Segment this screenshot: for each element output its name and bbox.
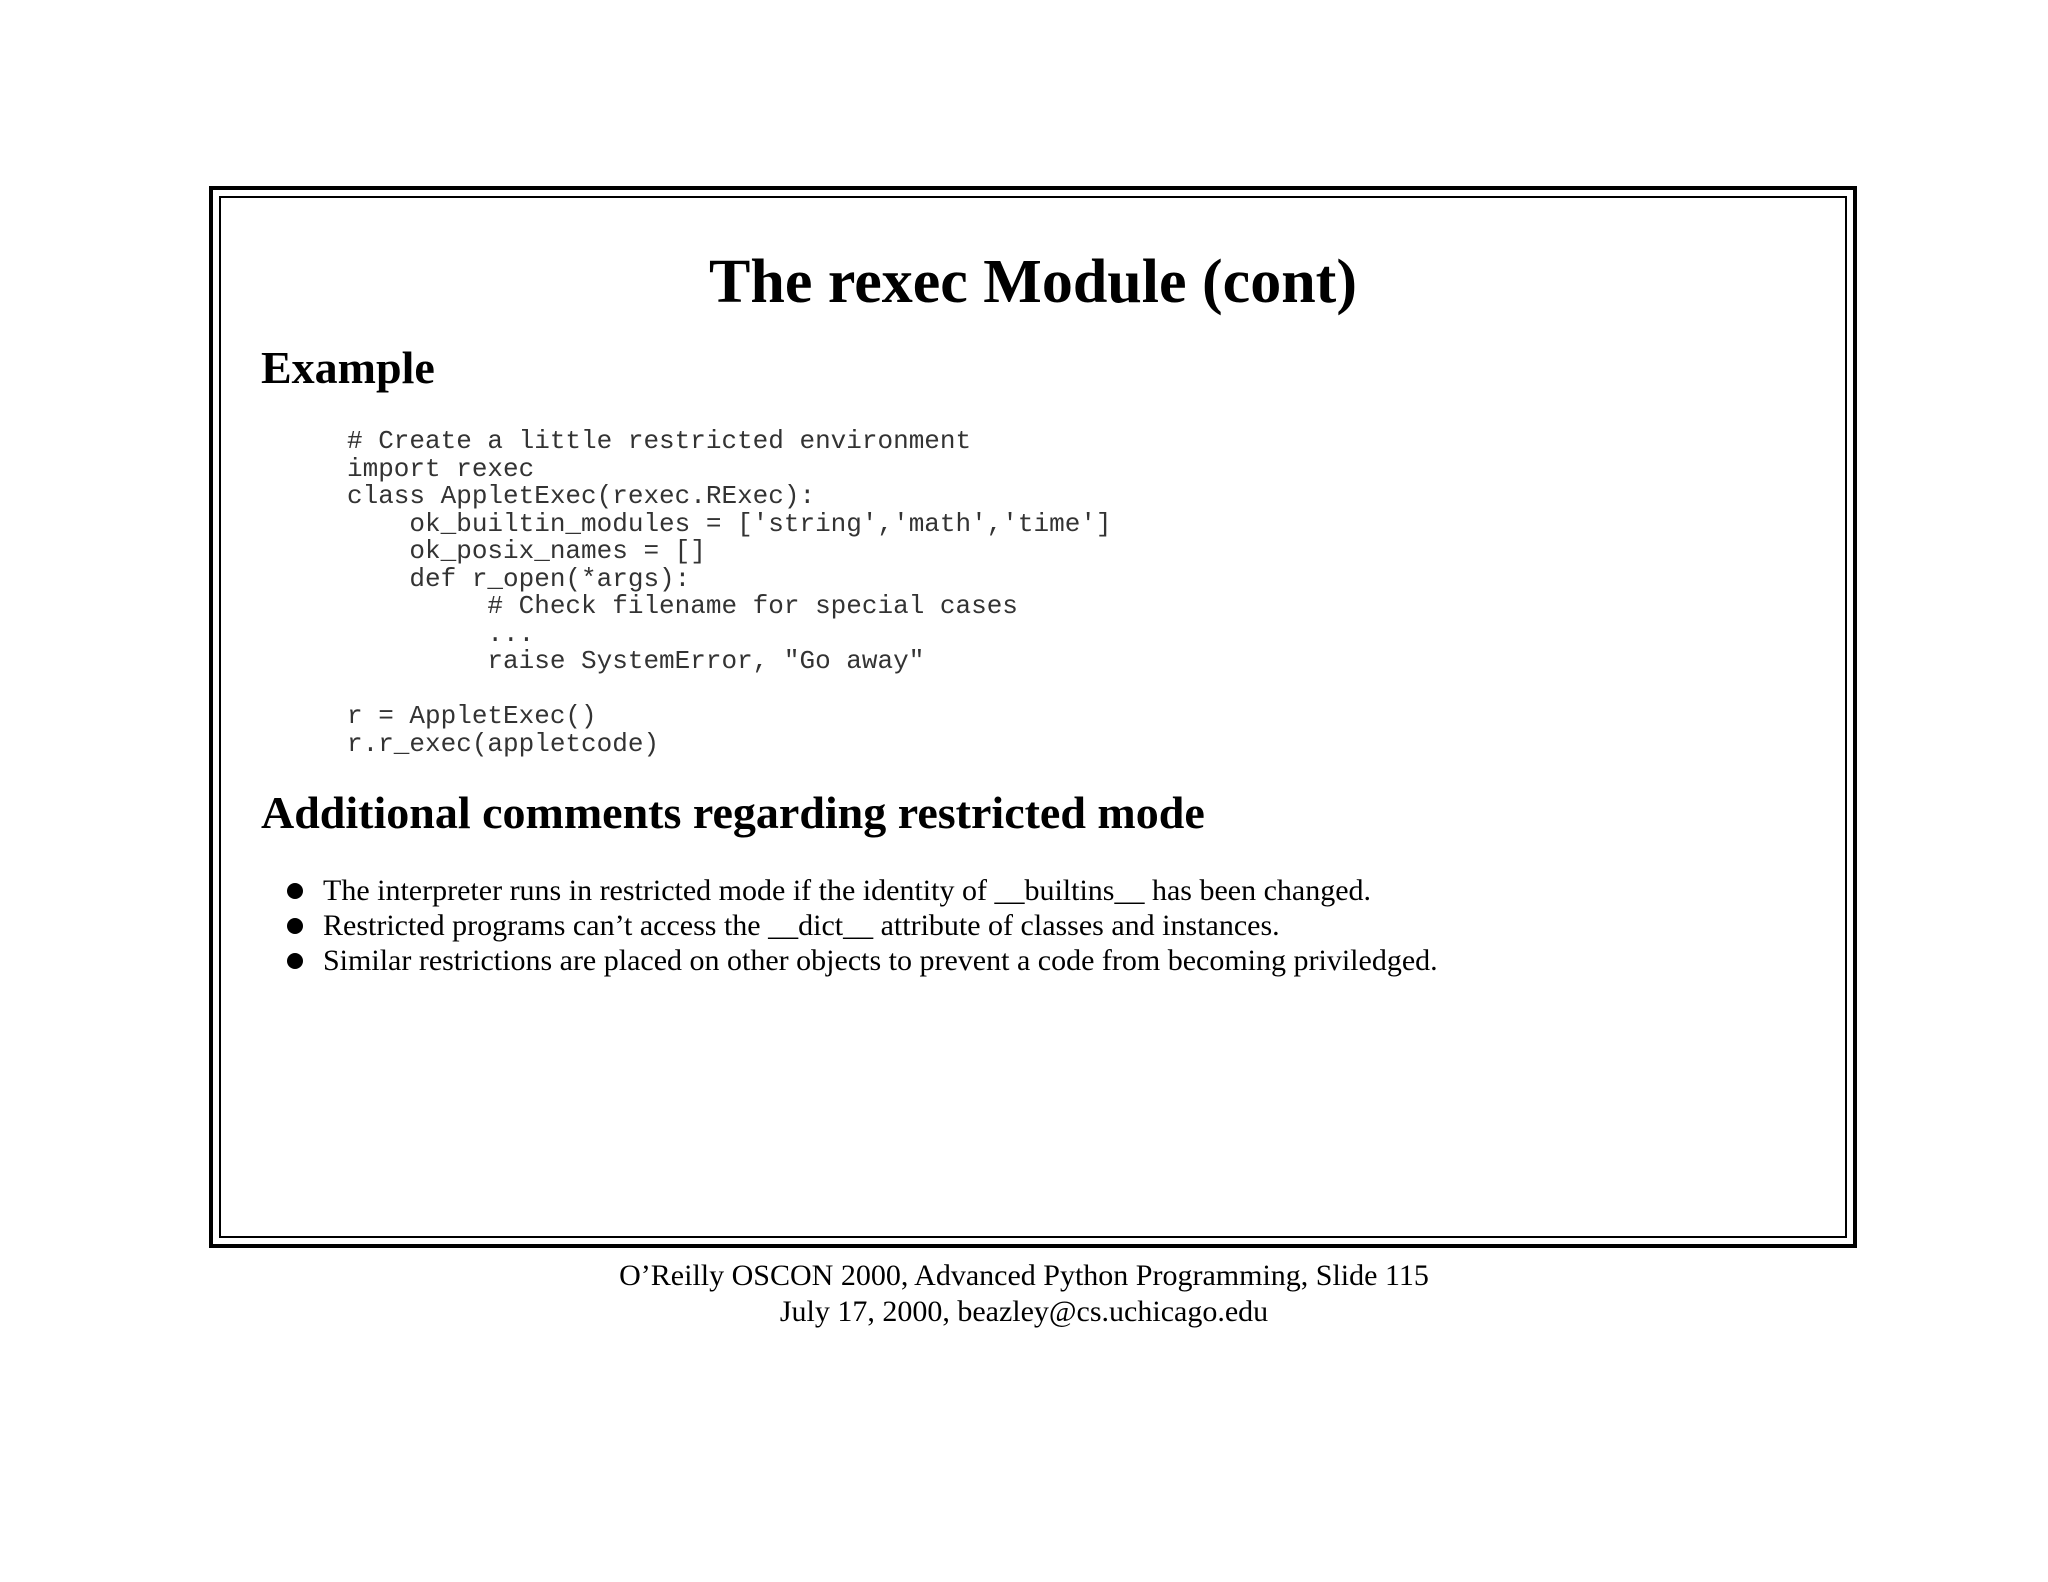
slide-frame: [209, 186, 1857, 1248]
list-item: [287, 908, 1438, 943]
code-example: # Create a little restricted environment import rexec class AppletExec(rexec.RExec): ok_builtin_modules = ['string','math','time'] ok_posix_names = [] def r_open(*args): # Check filename for special cases ... raise SystemError, "Go away" r = AppletExec() r.r_exec(appletcode): [347, 426, 1112, 759]
footer-line-1: O’Reilly OSCON 2000, Advanced Python Programming, Slide 115: [619, 1259, 1429, 1292]
bullet-dot-icon: [287, 918, 303, 934]
bullet-list: [287, 873, 1438, 978]
slide-footer: [0, 1258, 2048, 1330]
list-item: [287, 943, 1438, 978]
slide-title: The rexec Module (cont): [709, 248, 1357, 316]
bullet-text: Restricted programs can’t access the __dict__ attribute of classes and instances.: [323, 909, 1280, 942]
footer-line-2: July 17, 2000, beazley@cs.uchicago.edu: [779, 1295, 1269, 1328]
slide-frame-inner: [219, 196, 1847, 1238]
additional-comments-heading: Additional comments regarding restricted mode: [261, 787, 1205, 838]
bullet-dot-icon: [287, 883, 303, 899]
bullet-text: The interpreter runs in restricted mode if the identity of __builtins__ has been changed.: [323, 874, 1372, 907]
bullet-text: Similar restrictions are placed on other objects to prevent a code from becoming priviledged.: [323, 944, 1438, 977]
bullet-dot-icon: [287, 953, 303, 969]
list-item: [287, 873, 1438, 908]
example-heading: Example: [261, 342, 435, 393]
